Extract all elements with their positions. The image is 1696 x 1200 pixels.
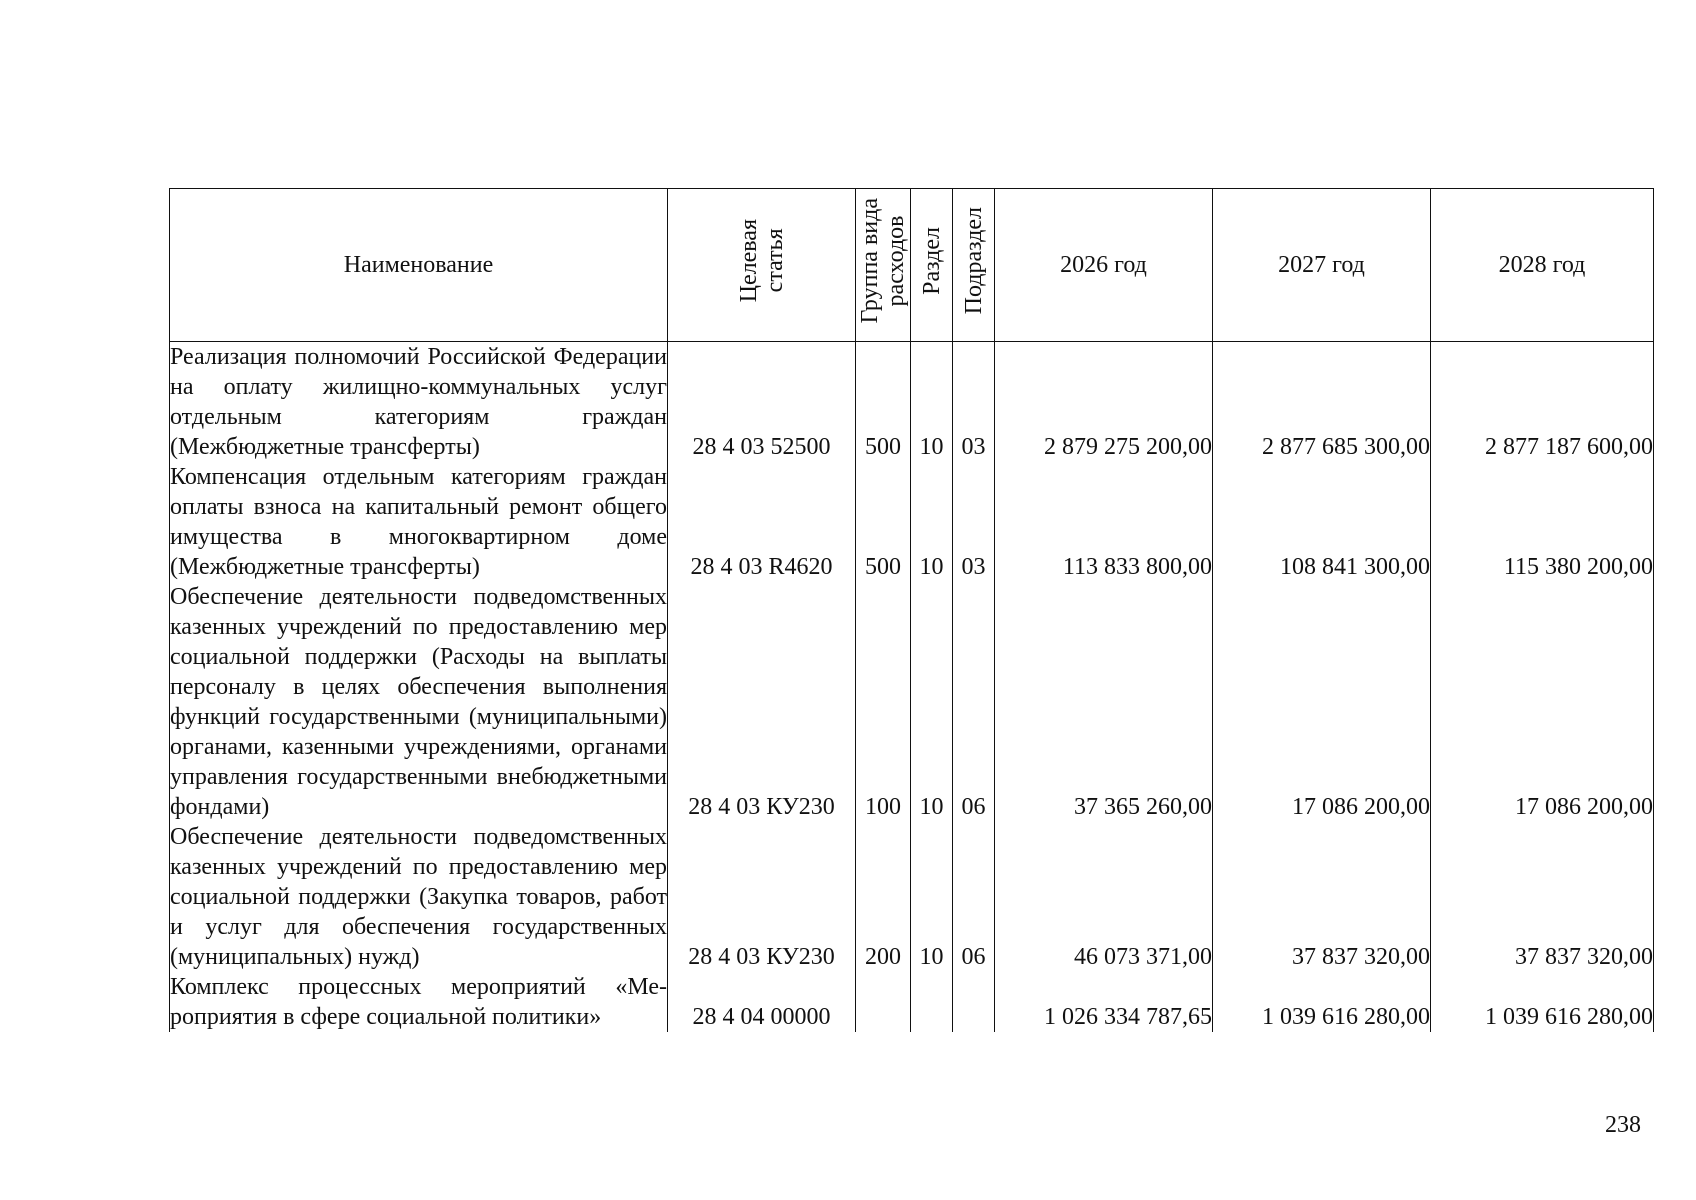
row-name: Комплекс процессных мероприятий «Мероприятия в сфере социальной политики» [170, 974, 667, 1030]
header-expense-group [856, 189, 911, 342]
row-amount-2027: 108 841 300,00 [1213, 462, 1431, 582]
row-amount-2027: 1 039 616 280,00 [1213, 972, 1431, 1032]
row-section: 10 [911, 582, 953, 822]
row-section [911, 972, 953, 1032]
table-row [170, 582, 1654, 822]
table-row [170, 462, 1654, 582]
header-subsection [953, 189, 995, 342]
row-name: Реализация полномочий Российской Федерации на оплату жилищно-коммунальных услуг отдельным категориям граждан (Межбюджетные трансферты) [170, 342, 668, 463]
row-subsection: 03 [953, 342, 995, 463]
table-row [170, 342, 1654, 463]
row-subsection: 03 [953, 462, 995, 582]
row-expense-group: 500 [856, 342, 911, 463]
row-amount-2027: 17 086 200,00 [1213, 582, 1431, 822]
row-target-article: 28 4 03 КУ230 [668, 822, 856, 972]
row-amount-2028: 2 877 187 600,00 [1431, 342, 1654, 463]
header-subsection-label: Подраздел [960, 207, 987, 315]
row-amount-2026: 37 365 260,00 [995, 582, 1213, 822]
row-expense-group: 200 [856, 822, 911, 972]
row-section: 10 [911, 462, 953, 582]
row-expense-group [856, 972, 911, 1032]
row-name: Обеспечение деятельности подведомственных казенных учреждений по предоставлению мер социальной поддержки (Расходы на выплаты персоналу в целях обеспечения выполнения функций государственными (муниципальными) органами, казенными учреждениями, органами управления государственными внебюджетными фондами) [170, 584, 667, 820]
row-section: 10 [911, 822, 953, 972]
header-target-article [668, 189, 856, 342]
header-section-label: Раздел [918, 227, 945, 295]
row-target-article: 28 4 03 52500 [668, 342, 856, 463]
row-expense-group: 500 [856, 462, 911, 582]
header-2026: 2026 год [995, 189, 1213, 342]
header-target-article-label: Целевая статья [735, 219, 788, 303]
row-name: Компенсация отдельным категориям граждан оплаты взноса на капитальный ремонт общего имущества в многоквартирном доме (Межбюджетные трансферты) [170, 464, 667, 580]
row-amount-2026: 46 073 371,00 [995, 822, 1213, 972]
row-subsection: 06 [953, 822, 995, 972]
row-amount-2026: 2 879 275 200,00 [995, 342, 1213, 463]
header-row [170, 189, 1654, 342]
header-2027: 2027 год [1213, 189, 1431, 342]
page-number: 238 [1605, 1112, 1641, 1138]
row-target-article: 28 4 04 00000 [668, 972, 856, 1032]
row-name: Обеспечение деятельности подведомственных казенных учреждений по предоставлению мер социальной поддержки (Закупка товаров, работ и услуг для обеспечения государственных (муниципальных) нужд) [170, 824, 667, 970]
row-amount-2028: 1 039 616 280,00 [1431, 972, 1654, 1032]
table-row [170, 972, 1654, 1032]
row-subsection: 06 [953, 582, 995, 822]
header-name: Наименование [170, 189, 668, 342]
row-subsection [953, 972, 995, 1032]
row-target-article: 28 4 03 КУ230 [668, 582, 856, 822]
header-2028: 2028 год [1431, 189, 1654, 342]
row-expense-group: 100 [856, 582, 911, 822]
row-amount-2028: 115 380 200,00 [1431, 462, 1654, 582]
row-amount-2027: 37 837 320,00 [1213, 822, 1431, 972]
header-section [911, 189, 953, 342]
row-target-article: 28 4 03 R4620 [668, 462, 856, 582]
row-amount-2028: 17 086 200,00 [1431, 582, 1654, 822]
table-row [170, 822, 1654, 972]
header-expense-group-label: Группа вида расходов [857, 198, 909, 324]
row-amount-2026: 113 833 800,00 [995, 462, 1213, 582]
row-section: 10 [911, 342, 953, 463]
row-amount-2027: 2 877 685 300,00 [1213, 342, 1431, 463]
budget-table [169, 188, 1654, 1032]
row-amount-2026: 1 026 334 787,65 [995, 972, 1213, 1032]
row-amount-2028: 37 837 320,00 [1431, 822, 1654, 972]
